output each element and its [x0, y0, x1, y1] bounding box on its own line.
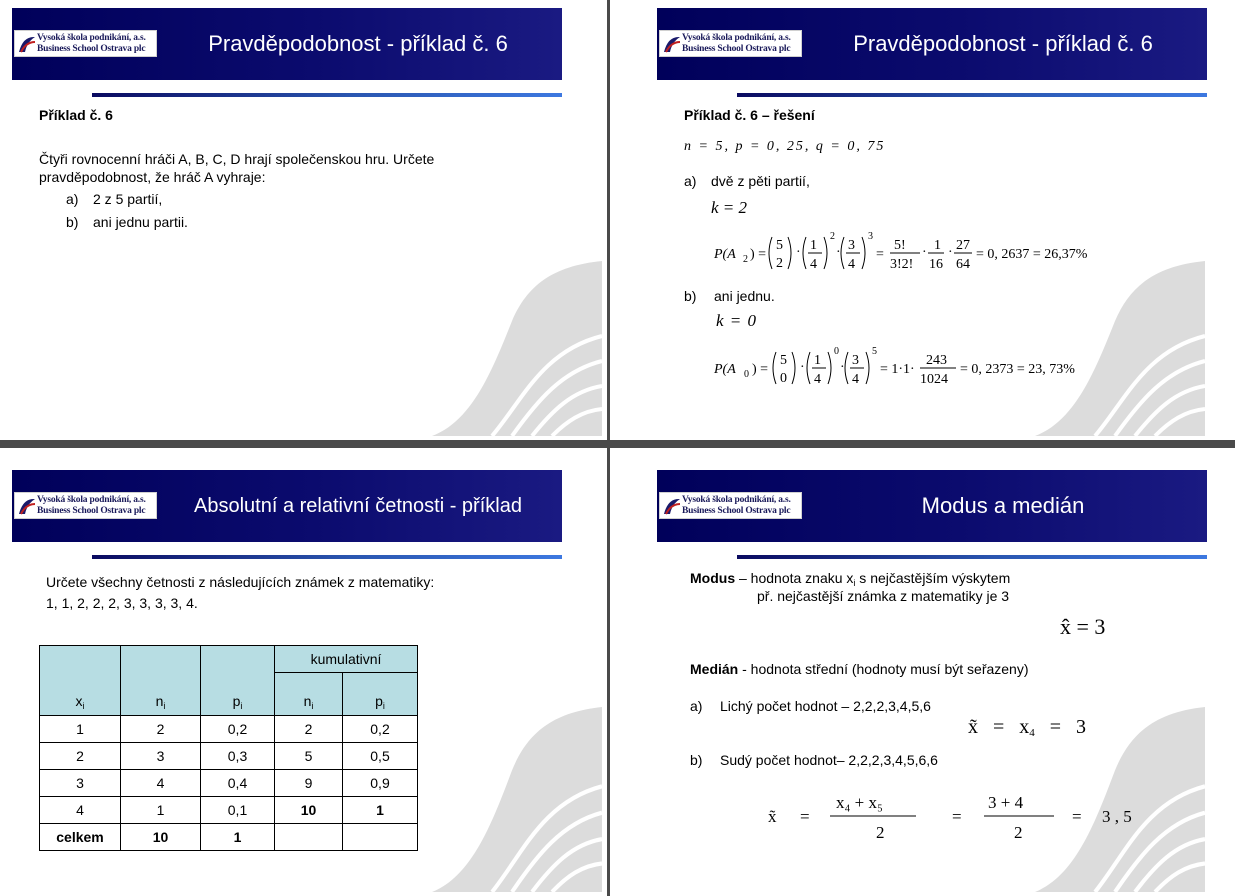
part-a-text: dvě z pěti partií,: [711, 173, 810, 189]
slide-title: Modus a medián: [921, 493, 1085, 518]
q-den-a: 4: [848, 257, 855, 272]
median-b-lhs: x̃: [768, 807, 777, 826]
header-x: $x_i$: [40, 646, 121, 716]
binom-b-bottom: 0: [780, 371, 787, 386]
p-den-b: 4: [814, 372, 821, 387]
svg-text:·: ·: [796, 245, 801, 260]
header-p: $p_i$: [201, 646, 275, 716]
list-item-b-label: b): [66, 214, 79, 230]
binom-b-top: 5: [780, 353, 787, 368]
table-cell: 1: [40, 716, 121, 743]
frac-den-b: 1024: [920, 372, 948, 387]
slide-header: [657, 8, 1207, 80]
table-cell: 1: [343, 797, 418, 824]
q-num-a: 3: [848, 238, 855, 253]
probability-formula-b: [710, 340, 1130, 398]
slide-title: Pravděpodobnost - příklad č. 6: [208, 31, 508, 56]
svg-text:·: ·: [922, 245, 927, 260]
table-cell: 10: [275, 797, 343, 824]
median-b-frac1-den: 2: [876, 823, 885, 842]
svg-text:=: =: [800, 807, 810, 826]
formula-b-result: = 0, 2373 = 23, 73%: [960, 362, 1075, 377]
table-cell: 2: [121, 716, 201, 743]
table-cell: 0,9: [343, 770, 418, 797]
k-value-a: k = 2: [711, 198, 748, 217]
k-value-b: k = 0: [716, 311, 758, 330]
svg-text:·: ·: [800, 360, 805, 375]
frac2-den-a: 16: [929, 257, 943, 272]
table-row: [40, 743, 418, 770]
frequency-table: [39, 645, 418, 851]
q-exp-b: 5: [872, 346, 877, 357]
task-text-line-2: 1, 1, 2, 2, 2, 3, 3, 3, 3, 4.: [46, 595, 198, 611]
table-cell: 2: [40, 743, 121, 770]
formula-a-sub: 2: [743, 254, 748, 265]
table-cell: 0,2: [201, 716, 275, 743]
probability-formula-a: [710, 225, 1110, 283]
problem-text-line-1: Čtyři rovnocenní hráči A, B, C, D hrají společenskou hru. Určete: [39, 151, 435, 167]
frac1-num-a: 5!: [894, 238, 906, 253]
frac1-den-a: 3!2!: [890, 257, 914, 272]
modus-example: př. nejčastější známka z matematiky je 3: [757, 588, 1010, 604]
svg-text:·: ·: [836, 245, 841, 260]
table-cell: celkem: [40, 824, 121, 851]
list-item-b-text: ani jednu partii.: [93, 214, 188, 230]
slide-1: [0, 0, 606, 440]
frac-num-b: 243: [926, 353, 947, 368]
parameters-formula: n = 5, p = 0, 25, q = 0, 75: [684, 139, 886, 154]
task-text-line-1: Určete všechny četnosti z následujících známek z matematiky:: [46, 574, 435, 590]
formula-a-lhs: P(A: [714, 247, 736, 262]
table-cell: 4: [121, 770, 201, 797]
table-cell: 2: [275, 716, 343, 743]
p-exp-a: 2: [830, 231, 835, 242]
formula-b-lhs: P(A: [714, 362, 736, 377]
logo-line-1: Vysoká škola podnikání, a.s.: [682, 33, 791, 43]
school-logo: [659, 30, 802, 57]
problem-text-line-2: pravděpodobnost, že hráč A vyhraje:: [39, 169, 266, 185]
q-num-b: 3: [852, 353, 859, 368]
header-cum-n: $n_i$: [275, 673, 343, 716]
svg-text:=: =: [876, 247, 884, 262]
part-a-label: a): [684, 173, 697, 189]
table-row: [40, 716, 418, 743]
slide-title: Pravděpodobnost - příklad č. 6: [853, 31, 1153, 56]
slide-title: Absolutní a relativní četnosti - příklad: [194, 495, 522, 517]
binom-a-bottom: 2: [776, 256, 783, 271]
part-b-label: b): [684, 288, 697, 304]
table-cell: [275, 824, 343, 851]
svg-text:) =: ) =: [750, 247, 767, 262]
table-cell: 5: [275, 743, 343, 770]
header-cum-p: $p_i$: [343, 673, 418, 716]
slide-4: [610, 448, 1235, 896]
logo-emblem-icon: [17, 496, 37, 516]
slide-header: [657, 470, 1207, 542]
binom-a-top: 5: [776, 238, 783, 253]
table-row: [40, 770, 418, 797]
svg-text:·: ·: [840, 360, 845, 375]
school-logo: [14, 492, 157, 519]
frac2-num-a: 1: [934, 238, 941, 253]
table-cell: 1: [121, 797, 201, 824]
median-a-label: a): [690, 698, 703, 714]
p-den-a: 4: [810, 257, 817, 272]
table-cell: 1: [201, 824, 275, 851]
logo-line-1: Vysoká škola podnikání, a.s.: [682, 495, 791, 505]
table-cell: 3: [40, 770, 121, 797]
modus-definition: Modus – hodnota znaku $x_i$ s nejčastějším výskytem: [690, 570, 1011, 588]
horizontal-divider: [0, 440, 1235, 448]
median-b-formula: [760, 786, 1160, 846]
school-logo: [14, 30, 157, 57]
median-b-text: Sudý počet hodnot– 2,2,2,3,4,5,6,6: [720, 752, 938, 768]
median-a-text: Lichý počet hodnot – 2,2,2,3,4,5,6: [720, 698, 931, 714]
header-accent-line: [737, 93, 1207, 97]
median-b-result: 3 , 5: [1102, 807, 1132, 826]
list-item-a-label: a): [66, 191, 79, 207]
slide-2: [610, 0, 1235, 440]
logo-line-2: Business School Ostrava plc: [37, 44, 146, 54]
svg-text:·: ·: [948, 245, 953, 260]
slide-header: [12, 8, 562, 80]
median-a-formula: x̃ = $x_4 = 3$: [968, 716, 1087, 739]
median-b-frac2-num: 3 + 4: [988, 793, 1024, 812]
formula-b-mid: = 1·1·: [880, 362, 915, 377]
table-row: [40, 797, 418, 824]
solution-heading: Příklad č. 6 – řešení: [684, 107, 815, 123]
decorative-curve-graphic: [432, 261, 602, 436]
header-cumulative: kumulativní: [275, 646, 418, 673]
example-heading: Příklad č. 6: [39, 107, 113, 123]
svg-text:) =: ) =: [752, 362, 769, 377]
median-b-label: b): [690, 752, 703, 768]
q-exp-a: 3: [868, 231, 873, 242]
decorative-curve-graphic: [432, 707, 602, 892]
header-accent-line: [737, 555, 1207, 559]
median-b-frac2-den: 2: [1014, 823, 1023, 842]
p-num-a: 1: [810, 238, 817, 253]
table-cell: 9: [275, 770, 343, 797]
logo-line-2: Business School Ostrava plc: [37, 506, 146, 516]
header-n: $n_i$: [121, 646, 201, 716]
logo-line-2: Business School Ostrava plc: [682, 44, 791, 54]
median-definition: Medián - hodnota střední (hodnoty musí být seřazeny): [690, 661, 1029, 677]
frac3-num-a: 27: [956, 238, 970, 253]
svg-text:=: =: [952, 807, 962, 826]
logo-emblem-icon: [662, 34, 682, 54]
formula-a-result: = 0, 2637 = 26,37%: [976, 247, 1088, 262]
logo-emblem-icon: [662, 496, 682, 516]
table-cell: 0,3: [201, 743, 275, 770]
p-num-b: 1: [814, 353, 821, 368]
school-logo: [659, 492, 802, 519]
logo-line-2: Business School Ostrava plc: [682, 506, 791, 516]
table-cell: 4: [40, 797, 121, 824]
p-exp-b: 0: [834, 346, 839, 357]
logo-line-1: Vysoká škola podnikání, a.s.: [37, 495, 146, 505]
table-cell: [343, 824, 418, 851]
modus-formula: x̂ = 3: [1060, 614, 1106, 639]
frac3-den-a: 64: [956, 257, 970, 272]
slide-3: [0, 448, 606, 896]
header-accent-line: [92, 93, 562, 97]
logo-line-1: Vysoká škola podnikání, a.s.: [37, 33, 146, 43]
list-item-a-text: 2 z 5 partií,: [93, 191, 163, 207]
header-accent-line: [92, 555, 562, 559]
median-b-frac1-num: x₄ + x₅: [836, 793, 883, 812]
part-b-text: ani jednu.: [714, 288, 775, 304]
table-total-row: [40, 824, 418, 851]
q-den-b: 4: [852, 372, 859, 387]
svg-text:=: =: [1072, 807, 1082, 826]
table-cell: 0,2: [343, 716, 418, 743]
table-cell: 0,1: [201, 797, 275, 824]
table-cell: 3: [121, 743, 201, 770]
slide-header: [12, 470, 562, 542]
table-cell: 0,5: [343, 743, 418, 770]
logo-emblem-icon: [17, 34, 37, 54]
formula-b-sub: 0: [744, 369, 749, 380]
table-cell: 0,4: [201, 770, 275, 797]
table-cell: 10: [121, 824, 201, 851]
